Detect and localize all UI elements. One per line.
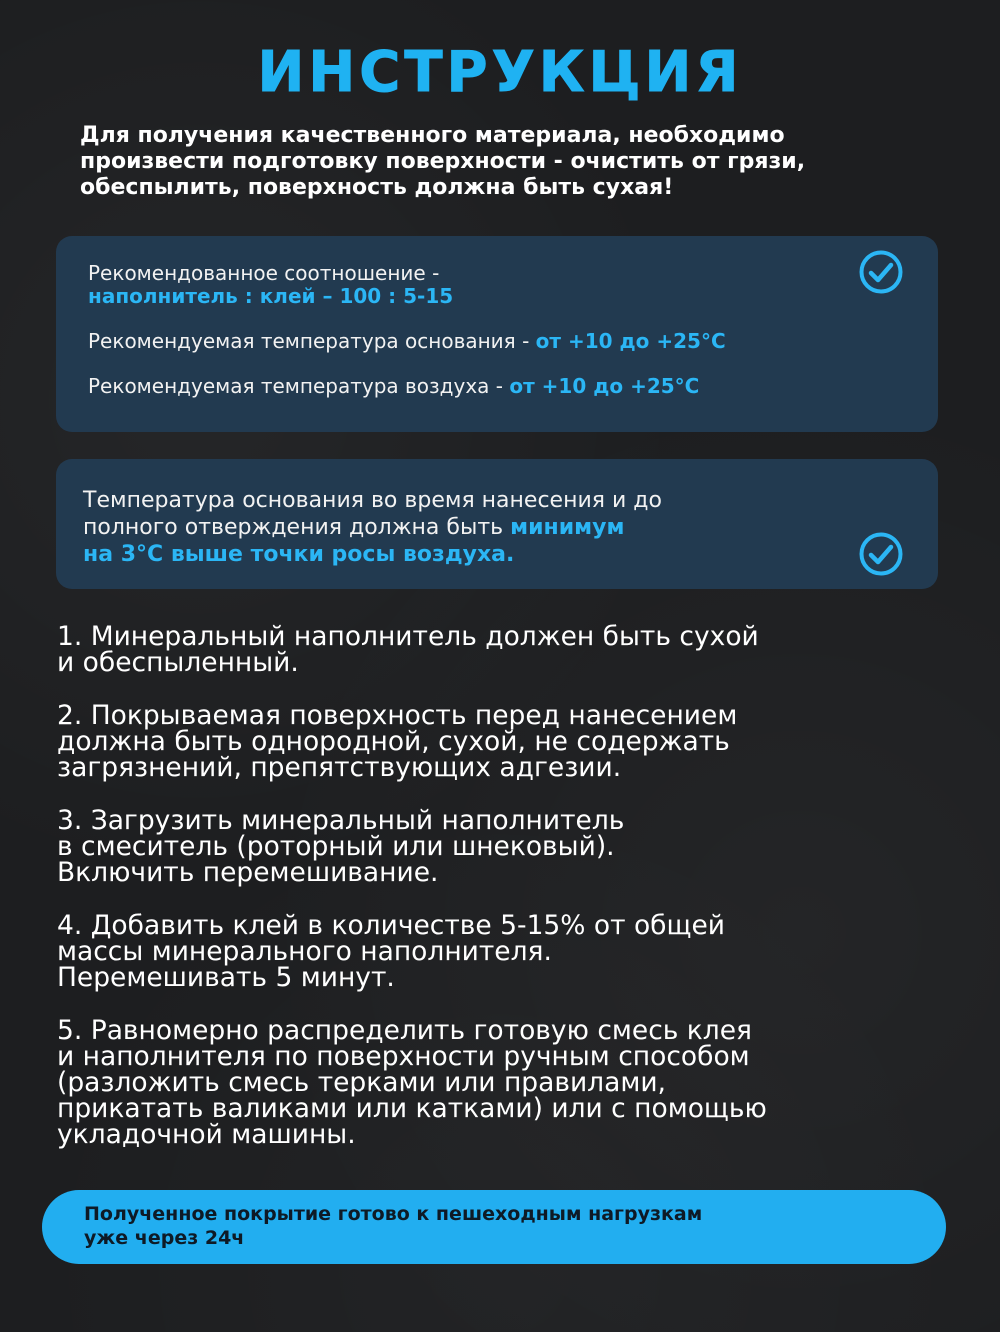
base-temp-label: Рекомендуемая температура основания - xyxy=(88,329,530,353)
recommendations-panel xyxy=(56,236,938,432)
step-line: 2. Покрываемая поверхность перед нанесением xyxy=(57,700,738,731)
step-line: в смеситель (роторный или шнековый). xyxy=(57,831,615,862)
step-line: Перемешивать 5 минут. xyxy=(57,962,395,993)
base-temp-row xyxy=(88,329,726,353)
page-title: ИНСТРУКЦИЯ xyxy=(257,40,743,105)
air-temp-row xyxy=(88,374,699,398)
air-temp-label: Рекомендуемая температура воздуха - xyxy=(88,374,504,398)
step-line: и обеспыленный. xyxy=(57,647,299,678)
intro-line: Для получения качественного материала, необходимо xyxy=(80,123,785,148)
intro-text xyxy=(80,123,930,201)
step-line: Включить перемешивание. xyxy=(57,857,439,888)
step-line: укладочной машины. xyxy=(57,1119,356,1150)
check-circle-icon xyxy=(858,249,904,295)
step-1 xyxy=(57,621,957,678)
step-line: 3. Загрузить минеральный наполнитель xyxy=(57,805,625,836)
step-line: 4. Добавить клей в количестве 5-15% от общей xyxy=(57,910,726,941)
dew-point-line: Температура основания во время нанесения и до xyxy=(83,488,662,513)
step-3 xyxy=(57,805,957,888)
step-5 xyxy=(57,1015,957,1150)
air-temp-value: от +10 до +25°С xyxy=(509,374,700,398)
step-line: 1. Минеральный наполнитель должен быть сухой xyxy=(57,621,759,652)
dew-point-panel xyxy=(56,459,938,589)
footer-text xyxy=(84,1202,924,1250)
step-4 xyxy=(57,910,957,993)
step-line: загрязнений, препятствующих адгезии. xyxy=(57,752,622,783)
step-line: (разложить смесь терками или правилами, xyxy=(57,1067,666,1098)
intro-line: обеспылить, поверхность должна быть сухая! xyxy=(80,175,674,200)
dew-point-accent: минимум xyxy=(510,515,625,540)
step-line: и наполнителя по поверхности ручным способом xyxy=(57,1041,750,1072)
intro-line: произвести подготовку поверхности - очистить от грязи, xyxy=(80,149,806,174)
footer-banner xyxy=(42,1190,946,1264)
ratio-label: Рекомендованное соотношение - xyxy=(88,261,440,285)
step-line: массы минерального наполнителя. xyxy=(57,936,552,967)
step-line: прикатать валиками или катками) или с помощью xyxy=(57,1093,767,1124)
footer-line: уже через 24ч xyxy=(84,1227,245,1249)
steps-list xyxy=(57,621,957,1175)
check-circle-icon xyxy=(858,531,904,577)
dew-point-accent-line: на 3°С выше точки росы воздуха. xyxy=(83,542,515,567)
ratio-value: наполнитель : клей – 100 : 5-15 xyxy=(88,284,454,308)
dew-point-text: полного отверждения должна быть xyxy=(83,515,504,540)
step-line: должна быть однородной, сухой, не содержать xyxy=(57,726,730,757)
dew-point-line xyxy=(83,514,624,541)
footer-line: Полученное покрытие готово к пешеходным нагрузкам xyxy=(84,1203,703,1225)
step-line: 5. Равномерно распределить готовую смесь клея xyxy=(57,1015,752,1046)
step-2 xyxy=(57,700,957,783)
base-temp-value: от +10 до +25°С xyxy=(535,329,726,353)
